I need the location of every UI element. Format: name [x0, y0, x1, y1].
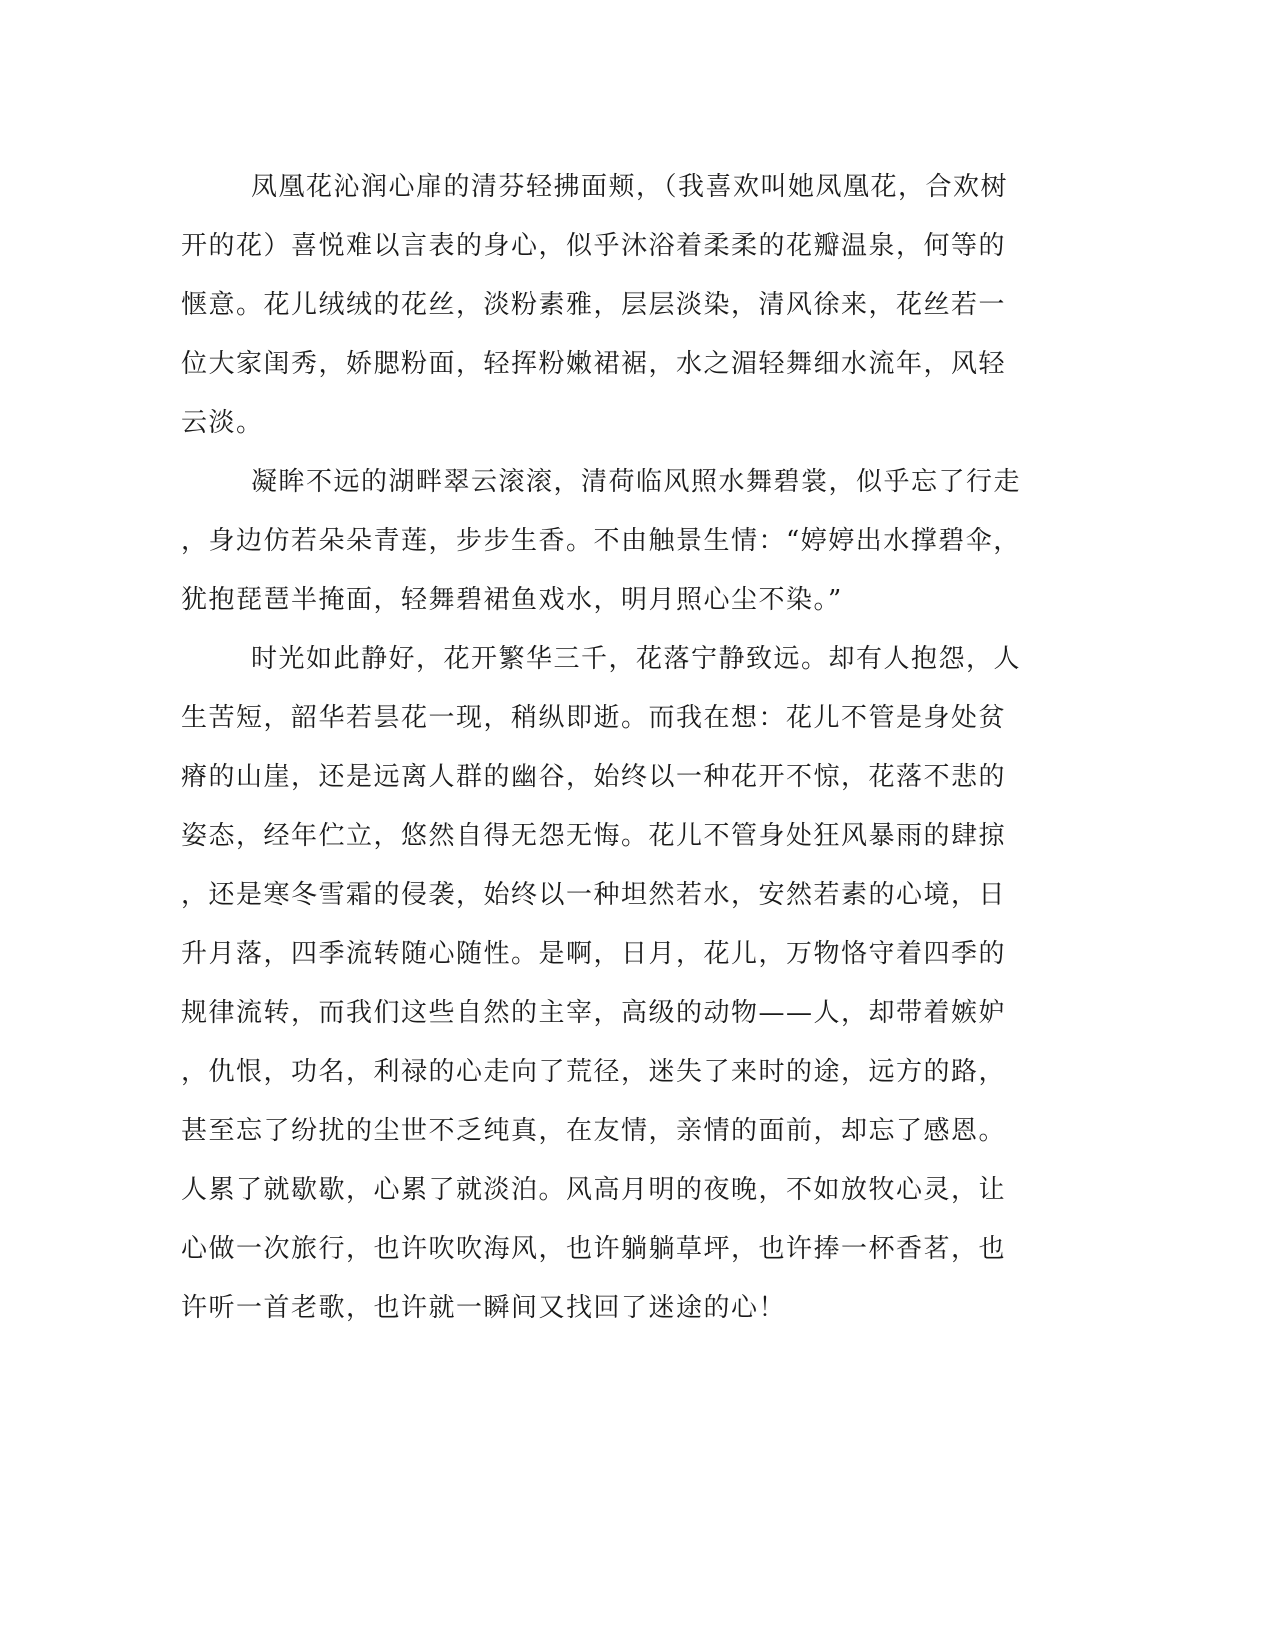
text-line: 惬意。花儿绒绒的花丝，淡粉素雅，层层淡染，清风徐来，花丝若一	[181, 290, 1007, 320]
text-line: 瘠的山崖，还是远离人群的幽谷，始终以一种花开不惊，花落不悲的	[181, 762, 1007, 792]
paragraph-3	[181, 630, 1031, 1338]
text-line: ，仇恨，功名，利禄的心走向了荒径，迷失了来时的途，远方的路，	[181, 1057, 1007, 1087]
text-line: 犹抱琵琶半掩面，轻舞碧裙鱼戏水，明月照心尘不染。”	[181, 585, 843, 615]
text-line: 生苦短，韶华若昙花一现，稍纵即逝。而我在想：花儿不管是身处贫	[181, 703, 1007, 733]
text-line: 许听一首老歌，也许就一瞬间又找回了迷途的心！	[181, 1293, 787, 1323]
text-line: 心做一次旅行，也许吹吹海风，也许躺躺草坪，也许捧一杯香茗，也	[181, 1234, 1007, 1264]
text-line: ，还是寒冬雪霜的侵袭，始终以一种坦然若水，安然若素的心境，日	[181, 880, 1007, 910]
text-line: 凤凰花沁润心扉的清芬轻拂面颊，（我喜欢叫她凤凰花，合欢树	[251, 172, 1009, 202]
text-line: 凝眸不远的湖畔翠云滚滚，清荷临风照水舞碧裳，似乎忘了行走	[251, 467, 1022, 497]
text-line: ，身边仿若朵朵青莲，步步生香。不由触景生情：“婷婷出水撑碧伞，	[181, 526, 1021, 556]
text-line: 时光如此静好，花开繁华三千，花落宁静致远。却有人抱怨，人	[251, 644, 1022, 674]
paragraph-2	[181, 453, 1031, 630]
document-body	[181, 158, 1031, 1338]
text-line: 人累了就歇歇，心累了就淡泊。风高月明的夜晚，不如放牧心灵，让	[181, 1175, 1007, 1205]
text-line: 云淡。	[181, 408, 264, 438]
text-line: 甚至忘了纷扰的尘世不乏纯真，在友情，亲情的面前，却忘了感恩。	[181, 1116, 1007, 1146]
text-line: 位大家闺秀，娇腮粉面，轻挥粉嫩裙裾，水之湄轻舞细水流年，风轻	[181, 349, 1007, 379]
text-line: 开的花）喜悦难以言表的身心，似乎沐浴着柔柔的花瓣温泉，何等的	[181, 231, 1007, 261]
text-line: 规律流转，而我们这些自然的主宰，高级的动物——人，却带着嫉妒	[181, 998, 1007, 1028]
paragraph-1	[181, 158, 1031, 453]
text-line: 升月落，四季流转随心随性。是啊，日月，花儿，万物恪守着四季的	[181, 939, 1007, 969]
text-line: 姿态，经年伫立，悠然自得无怨无悔。花儿不管身处狂风暴雨的肆掠	[181, 821, 1007, 851]
